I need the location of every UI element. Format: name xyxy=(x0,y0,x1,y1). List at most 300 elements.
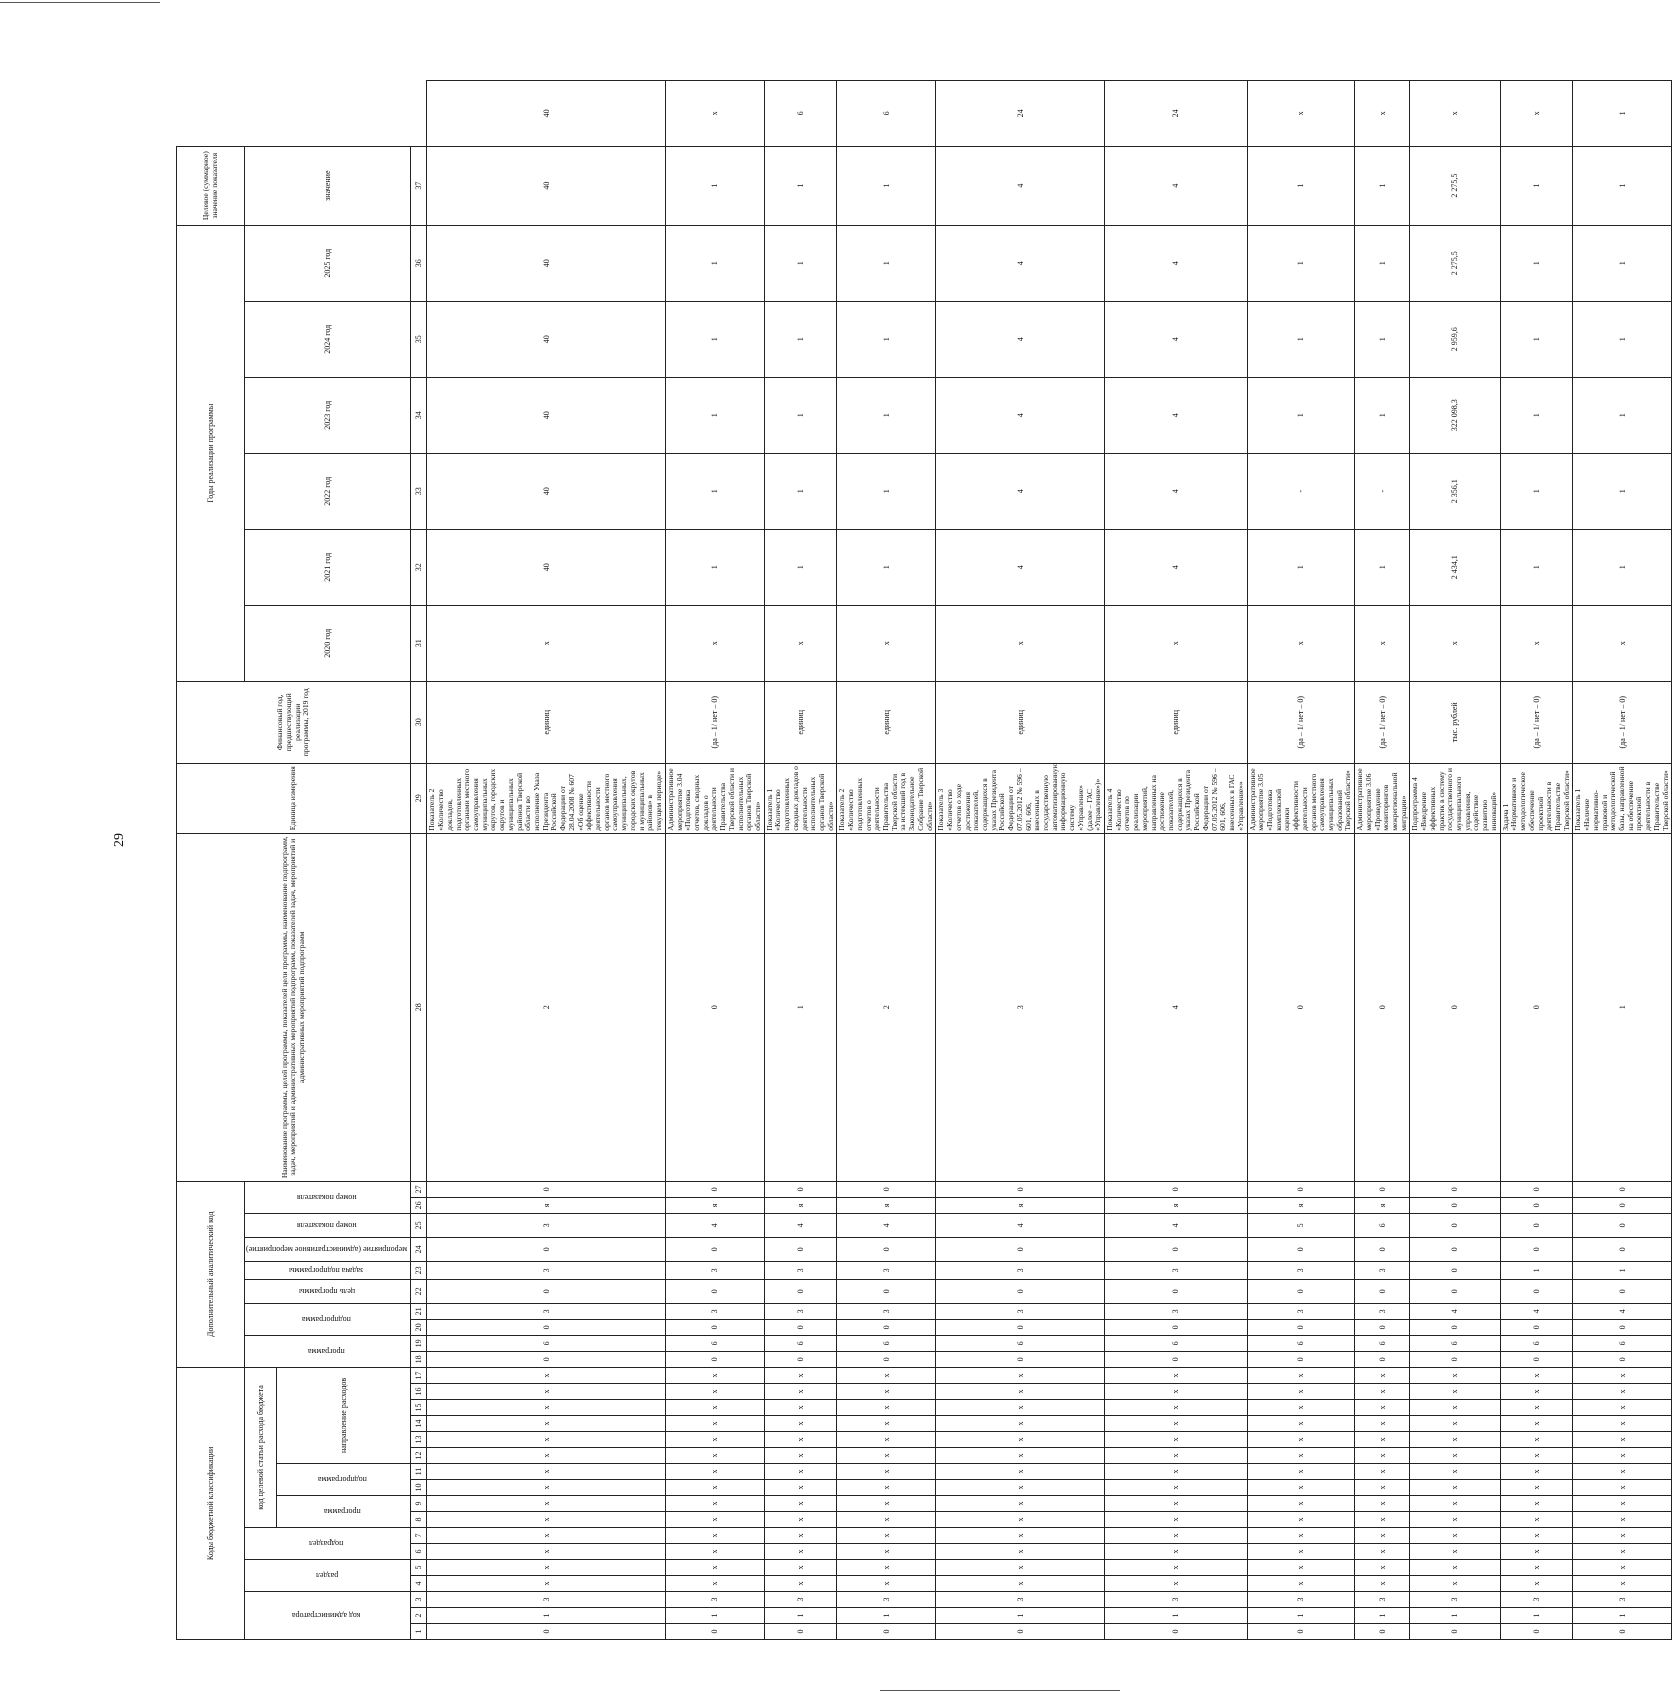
code-cell: 0 xyxy=(427,1181,665,1197)
code-cell: х xyxy=(936,1367,1105,1383)
code-cell: х xyxy=(936,1544,1105,1560)
row-unit: (да – 1/ нет – 0) xyxy=(665,681,764,763)
column-number: 2 xyxy=(411,1608,427,1624)
code-cell: х xyxy=(764,1560,837,1576)
code-cell: 0 xyxy=(837,1624,936,1640)
code-cell: 1 xyxy=(1573,1608,1672,1624)
header-dop-program: программа xyxy=(245,1335,411,1367)
row-fin-year: х xyxy=(1105,605,1248,681)
code-cell: х xyxy=(764,1544,837,1560)
code-cell: х xyxy=(1573,1384,1672,1400)
code-cell: 4 xyxy=(1105,833,1248,1181)
column-number: 26 xyxy=(411,1197,427,1213)
code-cell: х xyxy=(1500,1432,1573,1448)
code-cell: 3 xyxy=(764,1592,837,1608)
row-name: Показатель 1 «Количество подготовленных сводных докладов о деятельности исполнительных органов Тверской области» xyxy=(764,763,837,833)
code-cell: 4 xyxy=(837,1213,936,1237)
code-cell: 0 xyxy=(1355,833,1410,1181)
code-cell: 0 xyxy=(1247,833,1355,1181)
code-cell: 3 xyxy=(1573,1592,1672,1608)
code-cell: х xyxy=(1247,1480,1355,1496)
year-value: 2 434,1 xyxy=(1410,529,1500,605)
code-cell: 2 xyxy=(427,833,665,1181)
code-cell: 0 xyxy=(1500,1279,1573,1303)
target-value: х xyxy=(1410,81,1500,147)
year-value: - xyxy=(1355,453,1410,529)
code-cell: х xyxy=(1355,1432,1410,1448)
code-cell: 6 xyxy=(1105,1335,1248,1351)
year-value: 1 xyxy=(1500,225,1573,301)
code-cell: 3 xyxy=(1410,1592,1500,1608)
year-value: 1 xyxy=(764,377,837,453)
code-cell: 0 xyxy=(837,1279,936,1303)
code-cell: х xyxy=(1105,1480,1248,1496)
code-cell: х xyxy=(1573,1416,1672,1432)
code-cell: х xyxy=(1410,1512,1500,1528)
year-value: 1 xyxy=(764,453,837,529)
code-cell: х xyxy=(1500,1512,1573,1528)
row-name: Задача 1 «Нормативное и методологическое обеспечение проектной деятельности в Правительстве Тверской области» xyxy=(1500,763,1573,833)
row-fin-year: х xyxy=(936,605,1105,681)
year-value: 1 xyxy=(665,377,764,453)
year-value: 1 xyxy=(837,529,936,605)
code-cell: х xyxy=(1573,1576,1672,1592)
code-cell: х xyxy=(837,1448,936,1464)
code-cell: 4 xyxy=(1105,1213,1248,1237)
code-cell: 0 xyxy=(1105,1624,1248,1640)
year-value: 1 xyxy=(1573,301,1672,377)
column-number: 10 xyxy=(411,1480,427,1496)
target-value: х xyxy=(665,81,764,147)
code-cell: 0 xyxy=(936,1279,1105,1303)
code-cell: х xyxy=(764,1512,837,1528)
code-cell: х xyxy=(1410,1496,1500,1512)
header-dop-subprogram: подпрограмма xyxy=(245,1303,411,1335)
code-cell: х xyxy=(427,1576,665,1592)
code-cell: х xyxy=(837,1512,936,1528)
year-value: 2 275,5 xyxy=(1410,225,1500,301)
year-value: 1 xyxy=(1355,377,1410,453)
code-cell: х xyxy=(1355,1576,1410,1592)
code-cell: 0 xyxy=(1573,1319,1672,1335)
row-unit: единиц xyxy=(427,681,665,763)
code-cell: х xyxy=(1105,1512,1248,1528)
column-number: 9 xyxy=(411,1496,427,1512)
year-value: 1 xyxy=(1247,146,1355,225)
code-cell: х xyxy=(665,1544,764,1560)
code-cell: х xyxy=(1355,1384,1410,1400)
code-cell: 0 xyxy=(1500,1197,1573,1213)
code-cell: х xyxy=(1573,1512,1672,1528)
code-cell: х xyxy=(1105,1367,1248,1383)
table-row xyxy=(1247,81,1355,1640)
code-cell: 3 xyxy=(764,1261,837,1279)
code-cell: х xyxy=(1410,1560,1500,1576)
year-value: 1 xyxy=(837,453,936,529)
code-cell: х xyxy=(1247,1416,1355,1432)
column-number: 11 xyxy=(411,1464,427,1480)
code-cell: 6 xyxy=(1500,1335,1573,1351)
code-cell: х xyxy=(1410,1480,1500,1496)
code-cell: 1 xyxy=(1105,1608,1248,1624)
code-cell: 0 xyxy=(1573,1351,1672,1367)
target-value: 6 xyxy=(837,81,936,147)
code-cell: 0 xyxy=(1247,1237,1355,1261)
column-number: 19 xyxy=(411,1335,427,1351)
code-cell: я xyxy=(936,1197,1105,1213)
page-number: 29 xyxy=(112,833,127,847)
code-cell: х xyxy=(1410,1400,1500,1416)
code-cell: 0 xyxy=(1410,1279,1500,1303)
year-value: 1 xyxy=(1247,377,1355,453)
year-value: 4 xyxy=(936,146,1105,225)
code-cell: 0 xyxy=(665,1351,764,1367)
year-value: 4 xyxy=(1105,146,1248,225)
column-number: 5 xyxy=(411,1560,427,1576)
column-number: 37 xyxy=(411,146,427,225)
code-cell: х xyxy=(1247,1432,1355,1448)
code-cell: х xyxy=(1573,1432,1672,1448)
year-value: 1 xyxy=(1247,301,1355,377)
year-value: 1 xyxy=(665,529,764,605)
table-row xyxy=(1573,81,1672,1640)
target-value: 40 xyxy=(427,81,665,147)
code-cell: х xyxy=(936,1496,1105,1512)
column-number: 24 xyxy=(411,1237,427,1261)
code-cell: 1 xyxy=(427,1608,665,1624)
year-value: 4 xyxy=(1105,377,1248,453)
code-cell: 0 xyxy=(1573,1279,1672,1303)
code-cell: 3 xyxy=(427,1213,665,1237)
column-numbers-row xyxy=(411,81,427,1640)
code-cell: 4 xyxy=(1410,1303,1500,1319)
code-cell: 0 xyxy=(936,1237,1105,1261)
code-cell: 3 xyxy=(427,1592,665,1608)
code-cell: х xyxy=(1500,1576,1573,1592)
code-cell: 0 xyxy=(427,1237,665,1261)
code-cell: 1 xyxy=(665,1608,764,1624)
row-fin-year: х xyxy=(1410,605,1500,681)
year-value: 1 xyxy=(764,225,837,301)
year-value: 40 xyxy=(427,377,665,453)
code-cell: х xyxy=(1355,1528,1410,1544)
code-cell: 3 xyxy=(665,1303,764,1319)
code-cell: 3 xyxy=(837,1261,936,1279)
code-cell: 6 xyxy=(1355,1213,1410,1237)
year-value: 4 xyxy=(1105,529,1248,605)
code-cell: 1 xyxy=(1500,1261,1573,1279)
code-cell: 0 xyxy=(665,1279,764,1303)
code-cell: я xyxy=(427,1197,665,1213)
code-cell: 3 xyxy=(837,1592,936,1608)
code-cell: х xyxy=(665,1576,764,1592)
code-cell: 0 xyxy=(1410,1624,1500,1640)
table-row xyxy=(1410,81,1500,1640)
table-row xyxy=(665,81,764,1640)
column-number: 27 xyxy=(411,1181,427,1197)
code-cell: х xyxy=(1247,1512,1355,1528)
code-cell: х xyxy=(837,1560,936,1576)
code-cell: х xyxy=(1500,1464,1573,1480)
code-cell: х xyxy=(1500,1544,1573,1560)
code-cell: х xyxy=(1105,1560,1248,1576)
code-cell: х xyxy=(1500,1400,1573,1416)
code-cell: х xyxy=(1355,1416,1410,1432)
code-cell: х xyxy=(1500,1480,1573,1496)
code-cell: х xyxy=(837,1528,936,1544)
row-unit: (да – 1/ нет – 0) xyxy=(1355,681,1410,763)
column-number: 7 xyxy=(411,1528,427,1544)
code-cell: х xyxy=(1105,1448,1248,1464)
code-cell: 1 xyxy=(837,1608,936,1624)
code-cell: 0 xyxy=(1247,1624,1355,1640)
program-table xyxy=(176,80,1672,1640)
code-cell: 0 xyxy=(1500,1624,1573,1640)
code-cell: х xyxy=(665,1480,764,1496)
year-value: 1 xyxy=(837,146,936,225)
column-number: 32 xyxy=(411,529,427,605)
code-cell: 1 xyxy=(1573,1261,1672,1279)
code-cell: х xyxy=(1105,1544,1248,1560)
code-cell: 0 xyxy=(665,1624,764,1640)
target-value: х xyxy=(1247,81,1355,147)
code-cell: 0 xyxy=(1355,1279,1410,1303)
code-cell: х xyxy=(837,1464,936,1480)
code-cell: 5 xyxy=(1247,1213,1355,1237)
year-value: 1 xyxy=(1500,377,1573,453)
code-cell: х xyxy=(665,1432,764,1448)
code-cell: 0 xyxy=(1573,1237,1672,1261)
column-number: 4 xyxy=(411,1576,427,1592)
code-cell: х xyxy=(1355,1496,1410,1512)
code-cell: х xyxy=(1410,1416,1500,1432)
code-cell: 3 xyxy=(764,1303,837,1319)
table-row xyxy=(837,81,936,1640)
code-cell: 0 xyxy=(1410,1213,1500,1237)
code-cell: х xyxy=(764,1528,837,1544)
column-number: 36 xyxy=(411,225,427,301)
code-cell: 6 xyxy=(1247,1335,1355,1351)
row-fin-year: х xyxy=(1247,605,1355,681)
code-cell: 0 xyxy=(1410,1351,1500,1367)
header-years: Годы реализации программы xyxy=(177,225,245,681)
code-cell: 0 xyxy=(764,1181,837,1197)
code-cell: 1 xyxy=(1573,833,1672,1181)
year-value: 1 xyxy=(1573,529,1672,605)
header-dop-measure: мероприятие (административное мероприятие) xyxy=(245,1237,411,1261)
code-cell: х xyxy=(936,1464,1105,1480)
code-cell: х xyxy=(665,1560,764,1576)
row-fin-year: х xyxy=(427,605,665,681)
year-value: 1 xyxy=(1573,453,1672,529)
code-cell: 3 xyxy=(665,1261,764,1279)
header-direction: направление расходов xyxy=(277,1367,411,1463)
row-unit: (да – 1/ нет – 0) xyxy=(1573,681,1672,763)
row-fin-year: х xyxy=(837,605,936,681)
code-cell: х xyxy=(936,1576,1105,1592)
column-number: 13 xyxy=(411,1432,427,1448)
code-cell: х xyxy=(1247,1464,1355,1480)
code-cell: х xyxy=(764,1416,837,1432)
row-fin-year: х xyxy=(665,605,764,681)
code-cell: х xyxy=(1573,1448,1672,1464)
scan-edge-bottom xyxy=(880,1690,1120,1691)
code-cell: 0 xyxy=(837,1237,936,1261)
code-cell: х xyxy=(764,1367,837,1383)
code-cell: 6 xyxy=(1410,1335,1500,1351)
code-cell: х xyxy=(1247,1400,1355,1416)
code-cell: 0 xyxy=(1410,1261,1500,1279)
year-value: 2 275,5 xyxy=(1410,146,1500,225)
code-cell: х xyxy=(1247,1528,1355,1544)
header-budget-codes: Коды бюджетной классификации xyxy=(177,1367,245,1639)
code-cell: х xyxy=(427,1416,665,1432)
code-cell: 0 xyxy=(1105,1351,1248,1367)
code-cell: 0 xyxy=(936,1351,1105,1367)
year-value: 1 xyxy=(764,529,837,605)
code-cell: х xyxy=(1355,1560,1410,1576)
code-cell: х xyxy=(936,1528,1105,1544)
year-value: 4 xyxy=(1105,225,1248,301)
header-name: Наименование программы, целей программы, показателей цели программы, наименование подпрограмм, задач, мероприятий и административных мероприятий подпрограмм, показателей задач, мероприятий и административных мероприятий подпрограмм xyxy=(177,833,411,1181)
year-value: 40 xyxy=(427,146,665,225)
code-cell: 0 xyxy=(665,1237,764,1261)
year-value: 1 xyxy=(1500,529,1573,605)
code-cell: 3 xyxy=(936,833,1105,1181)
code-cell: х xyxy=(665,1384,764,1400)
row-name: Административное мероприятие 3.04 «Подготовка отчетов, сводных докладов о деятельности Правительства Тверской области и исполнительных органов Тверской области» xyxy=(665,763,764,833)
code-cell: х xyxy=(1105,1416,1248,1432)
header-value: значение xyxy=(245,146,411,225)
code-cell: х xyxy=(1105,1464,1248,1480)
code-cell: 0 xyxy=(665,1319,764,1335)
code-cell: х xyxy=(1500,1416,1573,1432)
code-cell: х xyxy=(764,1432,837,1448)
code-cell: х xyxy=(1355,1464,1410,1480)
code-cell: 3 xyxy=(936,1303,1105,1319)
code-cell: х xyxy=(764,1384,837,1400)
column-number: 35 xyxy=(411,301,427,377)
header-y2025: 2025 год xyxy=(245,225,411,301)
code-cell: х xyxy=(1105,1432,1248,1448)
row-name: Показатель 1 «Наличие нормативно-правовой и методологической базы, направленной на обеспечение проектной деятельности в Правительстве Тверской области» xyxy=(1573,763,1672,833)
code-cell: х xyxy=(837,1400,936,1416)
column-number: 16 xyxy=(411,1384,427,1400)
code-cell: х xyxy=(1355,1480,1410,1496)
code-cell: 0 xyxy=(1500,1351,1573,1367)
code-cell: 0 xyxy=(1500,1181,1573,1197)
code-cell: х xyxy=(764,1496,837,1512)
code-cell: х xyxy=(1355,1544,1410,1560)
code-cell: 0 xyxy=(936,1624,1105,1640)
code-cell: х xyxy=(1247,1367,1355,1383)
code-cell: х xyxy=(1410,1576,1500,1592)
code-cell: х xyxy=(1410,1432,1500,1448)
code-cell: х xyxy=(1105,1400,1248,1416)
year-value: 1 xyxy=(665,146,764,225)
code-cell: х xyxy=(665,1512,764,1528)
header-dop-indicator: номер показателя xyxy=(245,1181,411,1213)
year-value: 1 xyxy=(764,146,837,225)
code-cell: х xyxy=(837,1432,936,1448)
code-cell: 0 xyxy=(1355,1624,1410,1640)
code-cell: 0 xyxy=(1500,1237,1573,1261)
row-unit: единиц xyxy=(936,681,1105,763)
code-cell: х xyxy=(427,1367,665,1383)
code-cell: 0 xyxy=(1105,1319,1248,1335)
year-value: 1 xyxy=(837,225,936,301)
code-cell: х xyxy=(837,1384,936,1400)
code-cell: 0 xyxy=(427,1279,665,1303)
code-cell: 0 xyxy=(1247,1351,1355,1367)
code-cell: 0 xyxy=(837,1351,936,1367)
scan-edge-top xyxy=(0,2,160,3)
code-cell: х xyxy=(837,1544,936,1560)
year-value: 1 xyxy=(1573,225,1672,301)
code-cell: х xyxy=(427,1400,665,1416)
code-cell: х xyxy=(665,1448,764,1464)
header-section: раздел xyxy=(245,1560,411,1592)
code-cell: 6 xyxy=(1355,1335,1410,1351)
code-cell: 3 xyxy=(1247,1261,1355,1279)
row-name: Административное мероприятие 3.05 «Подготовка комплексной оценки эффективности деятельности органов местного самоуправления муниципальных образований Тверской области» xyxy=(1247,763,1355,833)
code-cell: 0 xyxy=(1105,1181,1248,1197)
year-value: 1 xyxy=(1247,225,1355,301)
code-cell: х xyxy=(1500,1528,1573,1544)
row-fin-year: х xyxy=(1355,605,1410,681)
column-number: 30 xyxy=(411,681,427,763)
code-cell: 6 xyxy=(764,1335,837,1351)
table-row xyxy=(1500,81,1573,1640)
code-cell: 0 xyxy=(1500,1213,1573,1237)
code-cell: 0 xyxy=(764,1351,837,1367)
code-cell: х xyxy=(936,1448,1105,1464)
year-value: 4 xyxy=(936,453,1105,529)
code-cell: х xyxy=(837,1496,936,1512)
code-cell: х xyxy=(1573,1480,1672,1496)
target-value: 24 xyxy=(936,81,1105,147)
code-cell: х xyxy=(427,1480,665,1496)
code-cell: 3 xyxy=(1105,1261,1248,1279)
code-cell: х xyxy=(1247,1560,1355,1576)
code-cell: 0 xyxy=(1410,833,1500,1181)
code-cell: 6 xyxy=(427,1335,665,1351)
row-fin-year: х xyxy=(764,605,837,681)
code-cell: х xyxy=(427,1384,665,1400)
year-value: 1 xyxy=(1500,146,1573,225)
code-cell: х xyxy=(1247,1384,1355,1400)
column-number: 34 xyxy=(411,377,427,453)
column-number: 21 xyxy=(411,1303,427,1319)
code-cell: х xyxy=(665,1528,764,1544)
code-cell: 0 xyxy=(936,1319,1105,1335)
column-number: 29 xyxy=(411,763,427,833)
code-cell: я xyxy=(1105,1197,1248,1213)
code-cell: х xyxy=(936,1384,1105,1400)
code-cell: х xyxy=(1500,1496,1573,1512)
code-cell: х xyxy=(665,1464,764,1480)
code-cell: 2 xyxy=(837,833,936,1181)
row-fin-year: х xyxy=(1573,605,1672,681)
code-cell: х xyxy=(427,1448,665,1464)
row-name: Показатель 3 «Количество отчетов о ходе достижения показателей, содержащихся в указах Президента Российской Федерации от 07.05.2012 № 596 – 601, 606, внесенных в государственную автоматизированную информационную систему «Управление» (далее – ГАС «Управление»)» xyxy=(936,763,1105,833)
column-number: 23 xyxy=(411,1261,427,1279)
code-cell: 0 xyxy=(764,1237,837,1261)
column-number: 33 xyxy=(411,453,427,529)
code-cell: 3 xyxy=(427,1303,665,1319)
code-cell: х xyxy=(665,1367,764,1383)
code-cell: х xyxy=(1355,1512,1410,1528)
